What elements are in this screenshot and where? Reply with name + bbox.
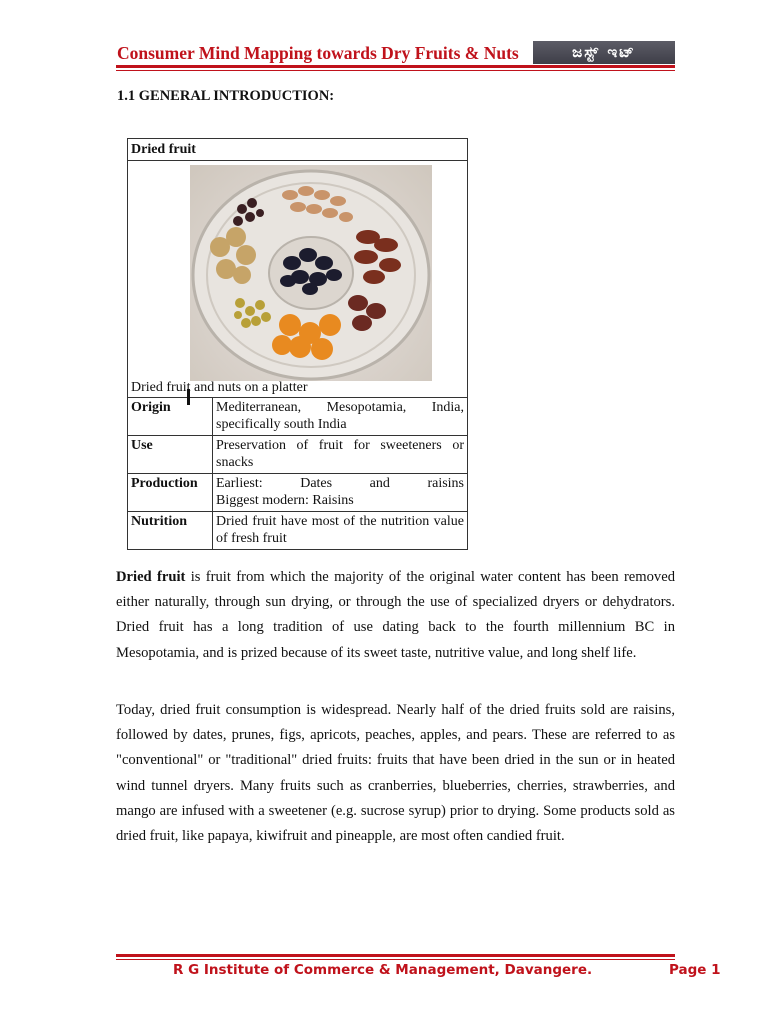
infobox-row-value: Dried fruit have most of the nutrition value of fresh fruit bbox=[213, 512, 468, 550]
dried-fruit-platter-image bbox=[190, 165, 432, 381]
running-header-title: Consumer Mind Mapping towards Dry Fruits & Nuts bbox=[117, 43, 519, 63]
infobox-row-value bbox=[213, 474, 468, 512]
infobox-title: Dried fruit bbox=[128, 139, 468, 161]
header-rule bbox=[116, 65, 675, 68]
infobox-row-label: Production bbox=[128, 474, 213, 512]
footer-page-number: Page 1 bbox=[669, 962, 721, 978]
infobox-image-cell bbox=[128, 161, 468, 398]
paragraph-intro-text: is fruit from which the majority of the original water content has been removed either naturally, through sun drying, or through the use of specialized dryers or dehydrators. Dried fruit has a long tradition of use dating back to the fourth millennium BC in Mesopotamia, and is prized because of its sweet taste, nutritive value, and long shelf life. bbox=[116, 569, 676, 661]
header-rule-thin bbox=[116, 70, 675, 71]
infobox-row bbox=[128, 512, 468, 550]
infobox-row-label: Use bbox=[128, 436, 213, 474]
infobox-row bbox=[128, 398, 468, 436]
footer-rule-thin bbox=[116, 959, 675, 960]
paragraph-consumption: Today, dried fruit consumption is widespread. Nearly half of the dried fruits sold are raisins, followed by dates, prunes, figs, apricots, peaches, apples, and pears. These are referred to as "conventional" or "traditional" dried fruits: fruits that have been dried in the sun or in heated wind tunnel dryers. Many fruits such as cranberries, blueberries, cherries, strawberries, and mango are infused with a sweetener (e.g. sucrose syrup) prior to drying. Some products sold as dried fruit, like papaya, kiwifruit and pineapple, are most often candied fruit. bbox=[116, 702, 675, 845]
footer-rule bbox=[116, 954, 675, 957]
infobox-row-label: Origin bbox=[128, 398, 213, 436]
infobox-table bbox=[127, 138, 468, 550]
brand-logo: ಜಸ್ಟ್ ಇಟ್ bbox=[533, 41, 675, 64]
infobox-row-value: Mediterranean, Mesopotamia, India, specifically south India bbox=[213, 398, 468, 436]
infobox-row-label: Nutrition bbox=[128, 512, 213, 550]
production-modern: Biggest modern: Raisins bbox=[216, 493, 354, 508]
production-earliest: Earliest: Dates and raisins bbox=[216, 476, 464, 491]
infobox-row bbox=[128, 474, 468, 512]
footer-institute: R G Institute of Commerce & Management, Davangere. bbox=[173, 962, 593, 978]
dried-fruit-term: Dried fruit bbox=[116, 569, 186, 585]
paragraph-intro bbox=[116, 565, 675, 666]
image-caption: Dried fruit and nuts on a platter bbox=[131, 380, 308, 395]
infobox-row bbox=[128, 436, 468, 474]
infobox-row-value: Preservation of fruit for sweeteners or snacks bbox=[213, 436, 468, 474]
section-heading: 1.1 GENERAL INTRODUCTION: bbox=[117, 88, 335, 104]
